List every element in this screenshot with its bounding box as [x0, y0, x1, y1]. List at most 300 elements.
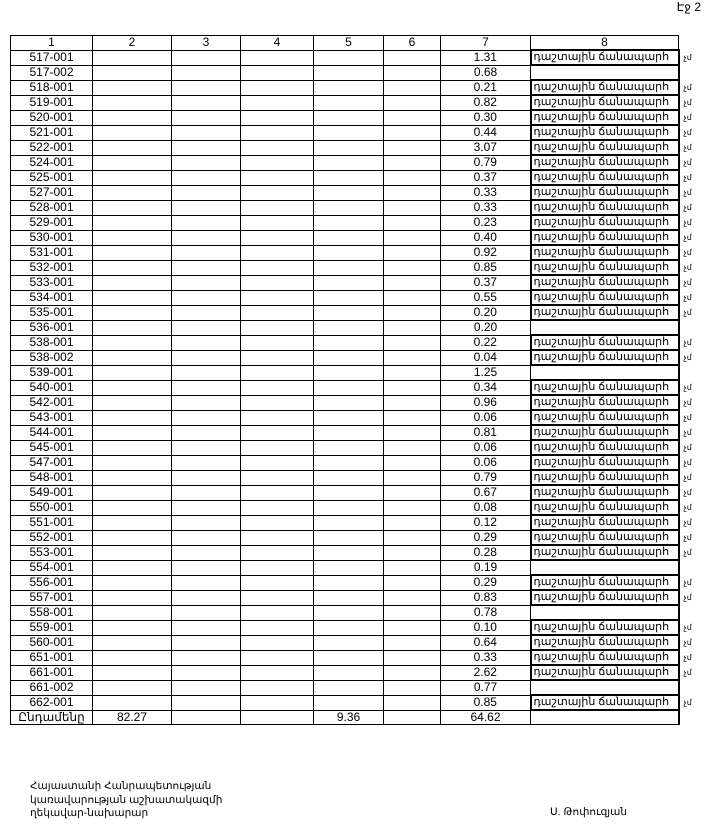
empty-cell [93, 275, 172, 290]
empty-cell [314, 590, 384, 605]
empty-cell [93, 155, 172, 170]
area-cell: 0.12 [441, 515, 531, 530]
land-type-cell [531, 680, 679, 695]
empty-cell [241, 590, 314, 605]
empty-cell [314, 695, 384, 710]
land-type-cell: դաշտային ճանապարհ [531, 470, 679, 485]
empty-cell [93, 470, 172, 485]
empty-cell [384, 560, 441, 575]
land-type-cell [531, 365, 679, 380]
table-row [11, 350, 701, 365]
empty-cell [93, 95, 172, 110]
empty-cell [314, 635, 384, 650]
area-cell: 0.67 [441, 485, 531, 500]
area-cell: 0.23 [441, 215, 531, 230]
empty-cell [172, 185, 241, 200]
empty-cell [241, 605, 314, 620]
area-cell: 0.68 [441, 65, 531, 80]
empty-cell [241, 710, 314, 725]
empty-cell [241, 485, 314, 500]
empty-cell [172, 50, 241, 65]
table-row [11, 155, 701, 170]
side-mark: չմ [683, 398, 692, 407]
empty-cell [93, 680, 172, 695]
land-type-cell: դաշտային ճանապարհ [531, 305, 679, 320]
empty-cell [384, 695, 441, 710]
area-cell: 0.55 [441, 290, 531, 305]
empty-cell [241, 95, 314, 110]
empty-cell [384, 470, 441, 485]
area-cell: 0.64 [441, 635, 531, 650]
table-row [11, 275, 701, 290]
empty-cell [384, 335, 441, 350]
empty-cell [93, 65, 172, 80]
land-type-cell: դաշտային ճանապարհ [531, 155, 679, 170]
parcel-id-cell: 560-001 [11, 635, 93, 650]
empty-cell [314, 560, 384, 575]
table-row [11, 485, 701, 500]
empty-cell [384, 515, 441, 530]
empty-cell [172, 515, 241, 530]
area-cell: 0.06 [441, 455, 531, 470]
table-row [11, 365, 701, 380]
table-row [11, 245, 701, 260]
empty-cell [384, 680, 441, 695]
parcel-id-cell: 661-001 [11, 665, 93, 680]
table-row [11, 200, 701, 215]
empty-cell [241, 650, 314, 665]
land-type-cell: դաշտային ճանապարհ [531, 545, 679, 560]
footer-line: ղեկավար-նախարար [30, 807, 149, 819]
empty-cell [314, 440, 384, 455]
empty-cell [384, 665, 441, 680]
empty-cell [93, 590, 172, 605]
empty-cell [172, 395, 241, 410]
side-mark: չմ [683, 518, 692, 527]
empty-cell [93, 560, 172, 575]
table-row [11, 335, 701, 350]
empty-cell [93, 215, 172, 230]
parcel-id-cell: 522-001 [11, 140, 93, 155]
area-cell: 0.79 [441, 155, 531, 170]
parcel-id-cell: 534-001 [11, 290, 93, 305]
empty-cell [384, 635, 441, 650]
empty-cell [314, 395, 384, 410]
area-cell: 0.20 [441, 320, 531, 335]
empty-cell [93, 530, 172, 545]
table-row [11, 605, 701, 620]
empty-cell [172, 530, 241, 545]
empty-cell [93, 80, 172, 95]
table-row [11, 635, 701, 650]
header-cell: 2 [93, 36, 172, 51]
area-cell: 0.96 [441, 395, 531, 410]
empty-cell [93, 500, 172, 515]
empty-cell [93, 245, 172, 260]
empty-cell [384, 320, 441, 335]
area-cell: 0.78 [441, 605, 531, 620]
empty-cell [314, 200, 384, 215]
parcel-id-cell: 521-001 [11, 125, 93, 140]
empty-cell [93, 395, 172, 410]
land-parcels-table [10, 35, 701, 725]
empty-cell [314, 110, 384, 125]
empty-cell [172, 305, 241, 320]
empty-cell [384, 200, 441, 215]
land-type-cell: դաշտային ճանապարհ [531, 200, 679, 215]
empty-cell [93, 305, 172, 320]
empty-cell [172, 425, 241, 440]
empty-cell [93, 455, 172, 470]
empty-cell [241, 440, 314, 455]
table-row [11, 500, 701, 515]
side-mark: չմ [683, 638, 692, 647]
empty-cell [241, 425, 314, 440]
table-row [11, 185, 701, 200]
side-mark: չմ [683, 263, 692, 272]
empty-cell [314, 500, 384, 515]
land-type-cell: դաշտային ճանապարհ [531, 665, 679, 680]
land-type-cell: դաշտային ճանապարհ [531, 515, 679, 530]
area-cell: 0.22 [441, 335, 531, 350]
empty-cell [314, 185, 384, 200]
empty-cell [172, 200, 241, 215]
parcel-id-cell: 531-001 [11, 245, 93, 260]
parcel-id-cell: 542-001 [11, 395, 93, 410]
empty-cell [93, 545, 172, 560]
empty-cell [241, 560, 314, 575]
footer-line: Հայաստանի Հանրապետության [30, 780, 212, 792]
area-cell: 1.25 [441, 365, 531, 380]
empty-cell [314, 305, 384, 320]
land-type-cell: դաշտային ճանապարհ [531, 350, 679, 365]
side-mark: չմ [683, 413, 692, 422]
empty-cell [172, 230, 241, 245]
area-cell: 0.40 [441, 230, 531, 245]
land-type-cell: դաշտային ճանապարհ [531, 575, 679, 590]
table-row [11, 620, 701, 635]
area-cell: 0.29 [441, 575, 531, 590]
side-mark: չմ [683, 293, 692, 302]
side-mark: չմ [683, 548, 692, 557]
empty-cell [314, 425, 384, 440]
side-mark: չմ [683, 188, 692, 197]
empty-cell [93, 365, 172, 380]
empty-cell [241, 455, 314, 470]
empty-cell [172, 650, 241, 665]
empty-cell [241, 515, 314, 530]
empty-cell [241, 365, 314, 380]
empty-cell [241, 620, 314, 635]
parcel-id-cell: 550-001 [11, 500, 93, 515]
area-cell: 0.79 [441, 470, 531, 485]
side-mark: չմ [683, 83, 692, 92]
empty-cell [314, 170, 384, 185]
empty-cell [314, 680, 384, 695]
empty-cell [172, 545, 241, 560]
header-cell: 3 [172, 36, 241, 51]
side-mark: չմ [683, 308, 692, 317]
land-type-cell: դաշտային ճանապարհ [531, 230, 679, 245]
table-row [11, 215, 701, 230]
empty-cell [172, 65, 241, 80]
area-cell: 1.31 [441, 50, 531, 65]
area-cell: 0.82 [441, 95, 531, 110]
area-cell: 0.44 [441, 125, 531, 140]
table-row [11, 305, 701, 320]
empty-cell [172, 245, 241, 260]
empty-cell [241, 125, 314, 140]
margin-cell [679, 365, 701, 380]
parcel-id-cell: 524-001 [11, 155, 93, 170]
empty-cell [172, 575, 241, 590]
table-row [11, 575, 701, 590]
empty-cell [93, 605, 172, 620]
empty-cell [172, 455, 241, 470]
table-row [11, 470, 701, 485]
side-mark: չմ [683, 503, 692, 512]
margin-cell [679, 710, 701, 725]
side-mark: չմ [683, 698, 692, 707]
margin-cell [679, 680, 701, 695]
side-mark: չմ [683, 53, 692, 62]
empty-cell [384, 590, 441, 605]
table-row [11, 695, 701, 710]
side-mark: չմ [683, 203, 692, 212]
land-type-cell: դաշտային ճանապարհ [531, 650, 679, 665]
empty-cell [384, 230, 441, 245]
land-type-cell: դաշտային ճանապարհ [531, 485, 679, 500]
land-type-cell: դաշտային ճանապարհ [531, 455, 679, 470]
parcel-id-cell: 538-002 [11, 350, 93, 365]
side-mark: չմ [683, 128, 692, 137]
empty-cell [314, 470, 384, 485]
empty-cell [314, 485, 384, 500]
area-cell: 0.33 [441, 200, 531, 215]
empty-cell [241, 305, 314, 320]
empty-cell [314, 215, 384, 230]
area-cell: 0.30 [441, 110, 531, 125]
empty-cell [314, 50, 384, 65]
empty-cell [314, 335, 384, 350]
table-row [11, 290, 701, 305]
total-row [11, 710, 701, 725]
empty-cell [384, 215, 441, 230]
margin-cell [679, 65, 701, 80]
land-type-cell [531, 605, 679, 620]
empty-cell [314, 155, 384, 170]
empty-cell [93, 635, 172, 650]
land-type-cell: դաշտային ճանապարհ [531, 425, 679, 440]
empty-cell [314, 245, 384, 260]
parcel-id-cell: 532-001 [11, 260, 93, 275]
parcel-id-cell: 527-001 [11, 185, 93, 200]
empty-cell [314, 455, 384, 470]
empty-cell [93, 125, 172, 140]
land-type-cell: դաշտային ճանապարհ [531, 440, 679, 455]
area-cell: 0.21 [441, 80, 531, 95]
empty-cell [172, 290, 241, 305]
empty-cell [241, 680, 314, 695]
empty-cell [384, 155, 441, 170]
empty-cell [93, 260, 172, 275]
empty-cell [172, 635, 241, 650]
land-type-cell: դաշտային ճանապարհ [531, 395, 679, 410]
parcel-id-cell: 533-001 [11, 275, 93, 290]
land-type-cell: դաշտային ճանապարհ [531, 245, 679, 260]
parcel-id-cell: 535-001 [11, 305, 93, 320]
parcel-id-cell: 547-001 [11, 455, 93, 470]
empty-cell [93, 170, 172, 185]
parcel-id-cell: 544-001 [11, 425, 93, 440]
empty-cell [241, 575, 314, 590]
parcel-id-cell: 538-001 [11, 335, 93, 350]
empty-cell [384, 575, 441, 590]
empty-cell [93, 650, 172, 665]
empty-cell [241, 380, 314, 395]
empty-cell [172, 95, 241, 110]
empty-cell [93, 140, 172, 155]
empty-cell [314, 545, 384, 560]
empty-cell [172, 110, 241, 125]
land-type-cell: դաշտային ճանապարհ [531, 410, 679, 425]
side-mark: չմ [683, 593, 692, 602]
total-col2: 82.27 [93, 710, 172, 725]
empty-cell [241, 80, 314, 95]
table-row [11, 50, 701, 65]
empty-cell [93, 230, 172, 245]
area-cell: 0.19 [441, 560, 531, 575]
parcel-id-cell: 543-001 [11, 410, 93, 425]
empty-cell [93, 335, 172, 350]
side-mark: չմ [683, 533, 692, 542]
empty-cell [172, 335, 241, 350]
empty-cell [172, 680, 241, 695]
side-mark: չմ [683, 158, 692, 167]
area-cell: 0.37 [441, 170, 531, 185]
empty-cell [384, 50, 441, 65]
empty-cell [93, 665, 172, 680]
empty-cell [93, 185, 172, 200]
empty-cell [384, 650, 441, 665]
parcel-id-cell: 536-001 [11, 320, 93, 335]
parcel-id-cell: 518-001 [11, 80, 93, 95]
parcel-id-cell: 530-001 [11, 230, 93, 245]
parcel-id-cell: 661-002 [11, 680, 93, 695]
side-mark: չմ [683, 248, 692, 257]
header-row [11, 36, 701, 51]
total-col5: 9.36 [314, 710, 384, 725]
empty-cell [241, 200, 314, 215]
table-row [11, 425, 701, 440]
empty-cell [531, 710, 679, 725]
header-cell: 1 [11, 36, 93, 51]
empty-cell [384, 350, 441, 365]
empty-cell [172, 440, 241, 455]
empty-cell [384, 425, 441, 440]
empty-cell [384, 440, 441, 455]
empty-cell [172, 605, 241, 620]
empty-cell [241, 545, 314, 560]
empty-cell [241, 410, 314, 425]
empty-cell [172, 170, 241, 185]
empty-cell [172, 380, 241, 395]
empty-cell [172, 590, 241, 605]
parcel-id-cell: 556-001 [11, 575, 93, 590]
side-mark: չմ [683, 443, 692, 452]
land-type-cell: դաշտային ճանապարհ [531, 500, 679, 515]
side-mark: չմ [683, 278, 692, 287]
table-row [11, 680, 701, 695]
empty-cell [241, 275, 314, 290]
empty-cell [172, 620, 241, 635]
empty-cell [172, 665, 241, 680]
empty-cell [172, 320, 241, 335]
empty-cell [93, 380, 172, 395]
table-row [11, 650, 701, 665]
parcel-id-cell: 520-001 [11, 110, 93, 125]
area-cell: 0.08 [441, 500, 531, 515]
empty-cell [172, 410, 241, 425]
parcel-id-cell: 517-002 [11, 65, 93, 80]
land-type-cell: դաշտային ճանապարհ [531, 530, 679, 545]
empty-cell [93, 425, 172, 440]
empty-cell [384, 500, 441, 515]
table-row [11, 530, 701, 545]
area-cell: 0.85 [441, 260, 531, 275]
total-col7: 64.62 [441, 710, 531, 725]
empty-cell [241, 335, 314, 350]
empty-cell [384, 275, 441, 290]
table-row [11, 440, 701, 455]
parcel-id-cell: 540-001 [11, 380, 93, 395]
table-row [11, 320, 701, 335]
area-cell: 0.85 [441, 695, 531, 710]
area-cell: 0.04 [441, 350, 531, 365]
empty-cell [172, 500, 241, 515]
land-type-cell [531, 65, 679, 80]
empty-cell [384, 530, 441, 545]
empty-cell [384, 485, 441, 500]
empty-cell [384, 290, 441, 305]
empty-cell [314, 530, 384, 545]
empty-cell [172, 365, 241, 380]
empty-cell [314, 260, 384, 275]
side-mark: չմ [683, 668, 692, 677]
empty-cell [241, 155, 314, 170]
side-mark: չմ [683, 113, 692, 122]
empty-cell [384, 455, 441, 470]
empty-cell [314, 410, 384, 425]
empty-cell [384, 125, 441, 140]
parcel-id-cell: 519-001 [11, 95, 93, 110]
empty-cell [93, 575, 172, 590]
land-type-cell: դաշտային ճանապարհ [531, 335, 679, 350]
side-mark: չմ [683, 233, 692, 242]
area-cell: 0.92 [441, 245, 531, 260]
table-row [11, 590, 701, 605]
empty-cell [384, 305, 441, 320]
empty-cell [384, 80, 441, 95]
empty-cell [314, 140, 384, 155]
land-type-cell: դաշտային ճանապարհ [531, 140, 679, 155]
empty-cell [93, 410, 172, 425]
table-row [11, 515, 701, 530]
parcel-id-cell: 548-001 [11, 470, 93, 485]
side-mark: չմ [683, 458, 692, 467]
side-mark: չմ [683, 428, 692, 437]
parcel-id-cell: 662-001 [11, 695, 93, 710]
